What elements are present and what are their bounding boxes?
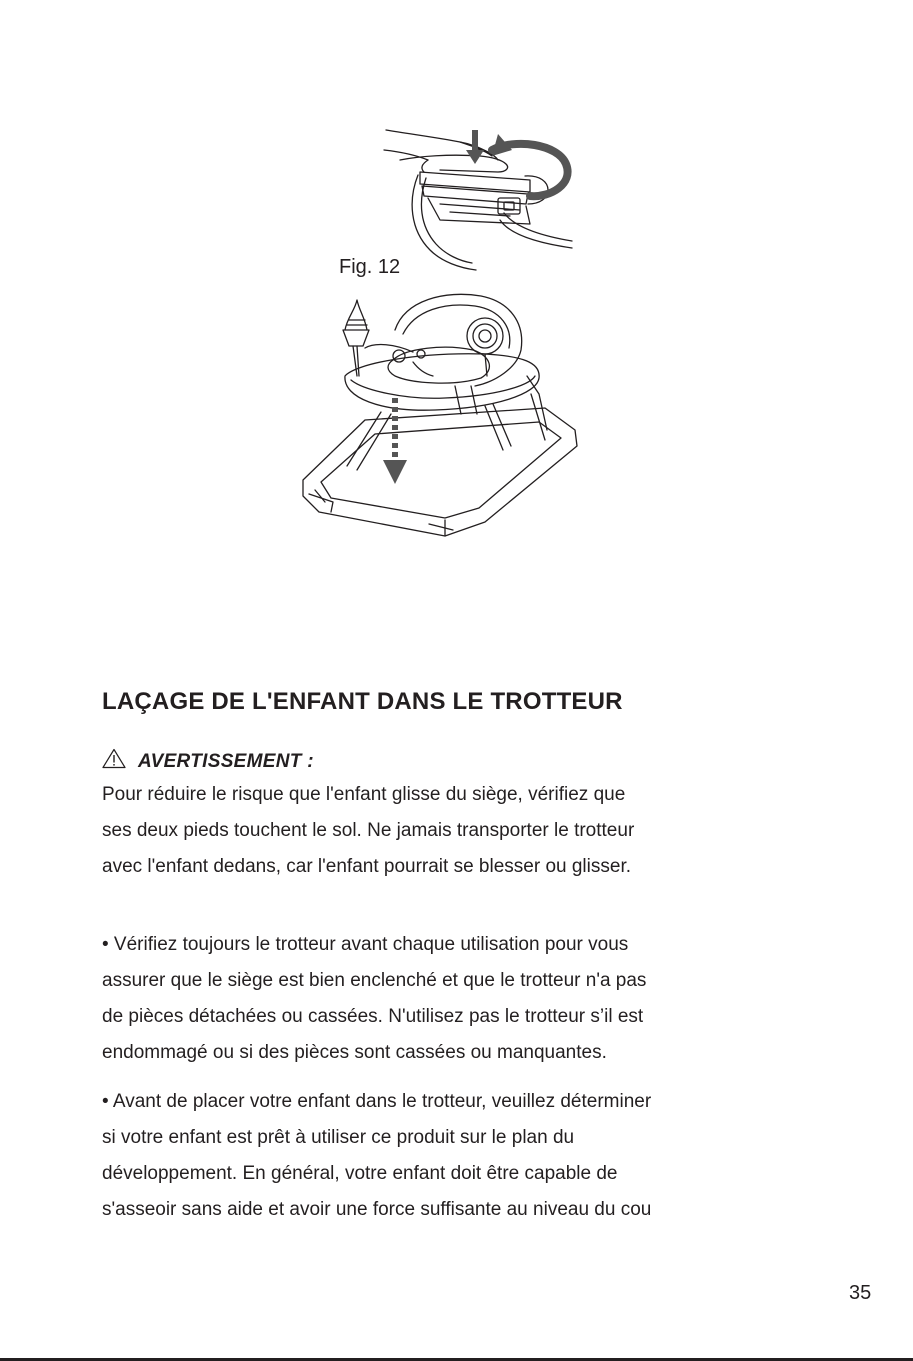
figure-label: Fig. 12 bbox=[339, 256, 401, 278]
warning-line: ses deux pieds touchent le sol. Ne jamais transporter le trotteur bbox=[102, 820, 635, 841]
warning-title bbox=[102, 748, 314, 775]
bullet-line: développement. En général, votre enfant doit être capable de bbox=[102, 1163, 618, 1184]
bullet-line: endommagé ou si des pièces sont cassées ou manquantes. bbox=[102, 1042, 607, 1063]
bullet-line: • Avant de placer votre enfant dans le trotteur, veuillez déterminer bbox=[102, 1091, 652, 1112]
hand-press-rotate-illustration bbox=[380, 120, 580, 280]
baby-walker-illustration bbox=[295, 290, 585, 540]
bullet-paragraph bbox=[102, 927, 822, 1071]
warning-title-text: AVERTISSEMENT : bbox=[138, 750, 314, 772]
bullet-line: si votre enfant est prêt à utiliser ce produit sur le plan du bbox=[102, 1127, 575, 1148]
warning-triangle-icon bbox=[102, 748, 126, 775]
warning-text bbox=[102, 777, 822, 885]
bullet-line: • Vérifiez toujours le trotteur avant chaque utilisation pour vous bbox=[102, 934, 629, 955]
warning-line: Pour réduire le risque que l'enfant glisse du siège, vérifiez que bbox=[102, 784, 626, 805]
bullet-paragraph bbox=[102, 1084, 822, 1228]
warning-line: avec l'enfant dedans, car l'enfant pourrait se blesser ou glisser. bbox=[102, 856, 632, 877]
bullet-line: s'asseoir sans aide et avoir une force suffisante au niveau du cou bbox=[102, 1199, 652, 1220]
section-heading: LAÇAGE DE L'ENFANT DANS LE TROTTEUR bbox=[102, 688, 623, 715]
page-number: 35 bbox=[849, 1282, 872, 1304]
bullet-line: assurer que le siège est bien enclenché et que le trotteur n'a pas bbox=[102, 970, 647, 991]
bullet-line: de pièces détachées ou cassées. N'utilisez pas le trotteur s’il est bbox=[102, 1006, 644, 1027]
